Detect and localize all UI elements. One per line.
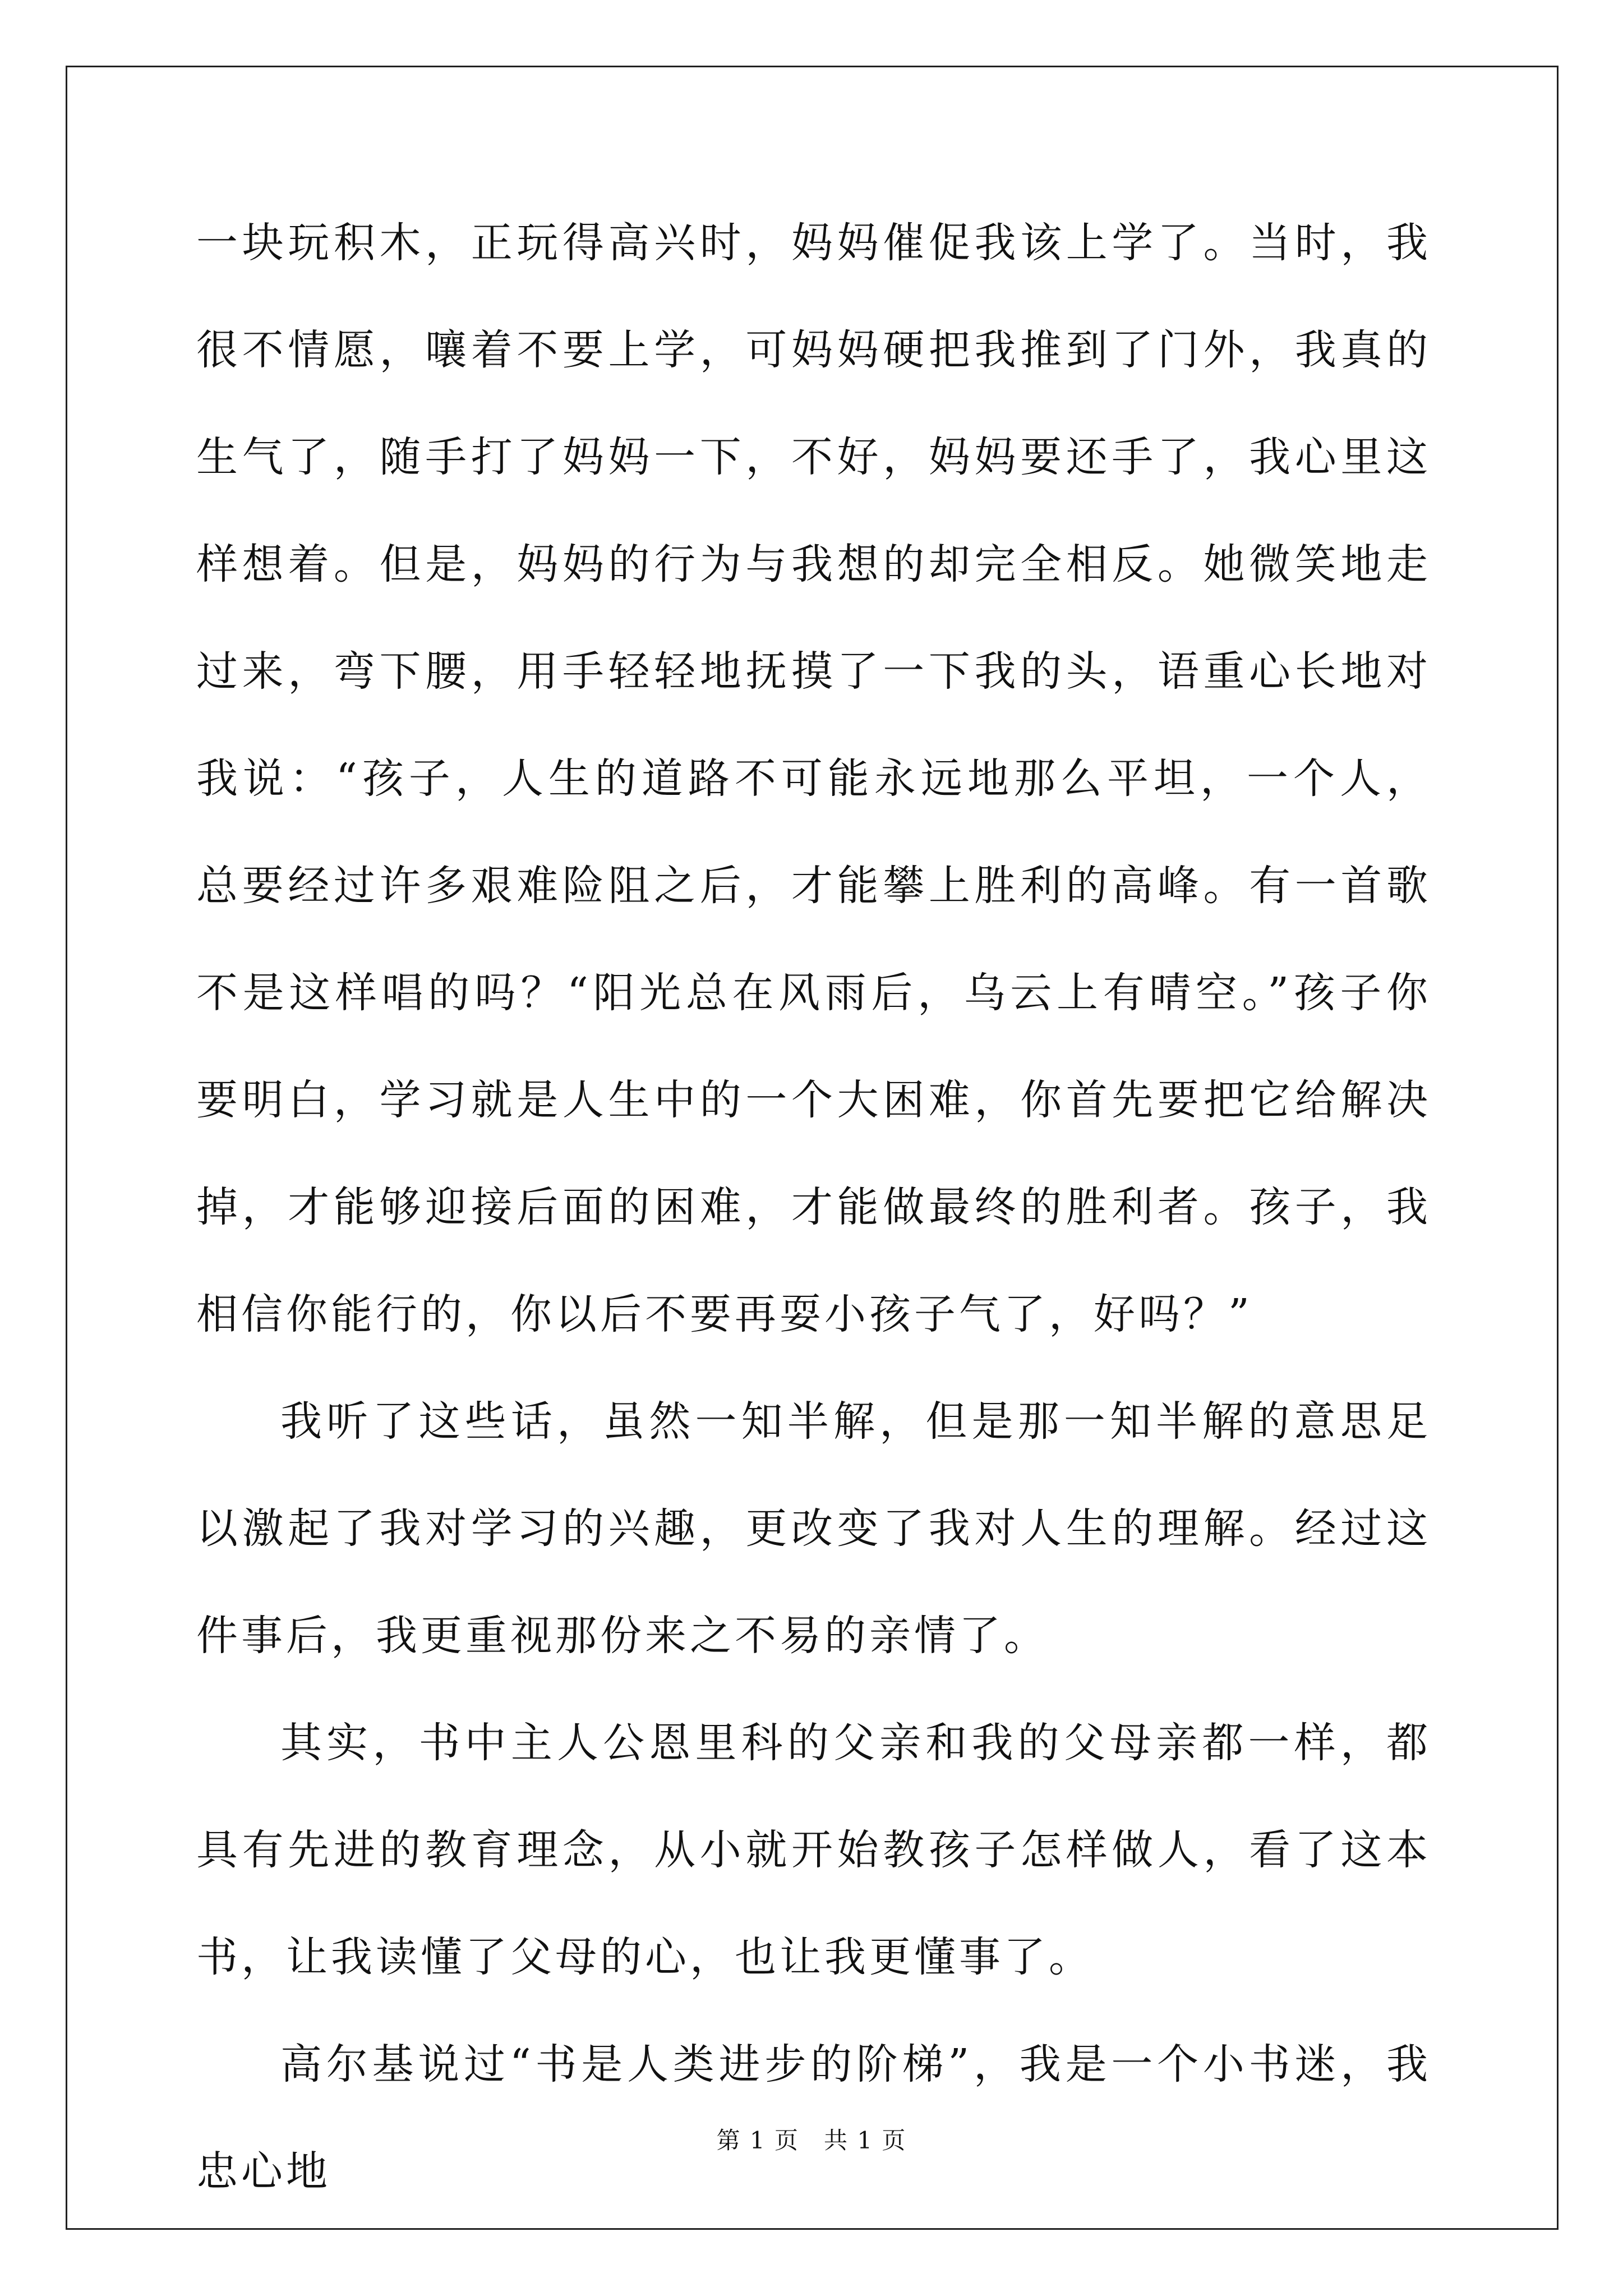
paragraph-1: 一块玩积木，正玩得高兴时，妈妈催促我该上学了。当时，我很不情愿，嚷着不要上学，可妈妈硬把我推到了门外，我真的生气了，随手打了妈妈一下，不好，妈妈要还手了，我心里这样想着。但是，妈妈的行为与我想的却完全相反。她微笑地走过来，弯下腰，用手轻轻地抚摸了一下我的头，语重心长地对我说：“孩子，人生的道路不可能永远地那么平坦，一个人，总要经过许多艰难险阻之后，才能攀上胜利的高峰。有一首歌不是这样唱的吗？“阳光总在风雨后，乌云上有晴空。”孩子你要明白，学习就是人生中的一个大困难，你首先要把它给解决掉，才能够迎接后面的困难，才能做最终的胜利者。孩子，我相信你能行的，你以后不要再耍小孩子气了，好吗？” xyxy=(196,219,1431,1338)
page-number-label: 第 1 页 共 1 页 xyxy=(716,2127,907,2154)
page-footer xyxy=(0,2122,1623,2156)
paragraph-2: 我听了这些话，虽然一知半解，但是那一知半解的意思足以激起了我对学习的兴趣，更改变了我对人生的理解。经过这件事后，我更重视那份来之不易的亲情了。 xyxy=(196,1397,1431,1660)
paragraph-3: 其实，书中主人公恩里科的父亲和我的父母亲都一样，都具有先进的教育理念，从小就开始教孩子怎样做人，看了这本书，让我读懂了父母的心，也让我更懂事了。 xyxy=(196,1719,1431,1981)
document-body xyxy=(196,190,1431,2225)
paragraph-4: 高尔基说过“书是人类进步的阶梯”，我是一个小书迷，我忠心地 xyxy=(196,2040,1431,2196)
